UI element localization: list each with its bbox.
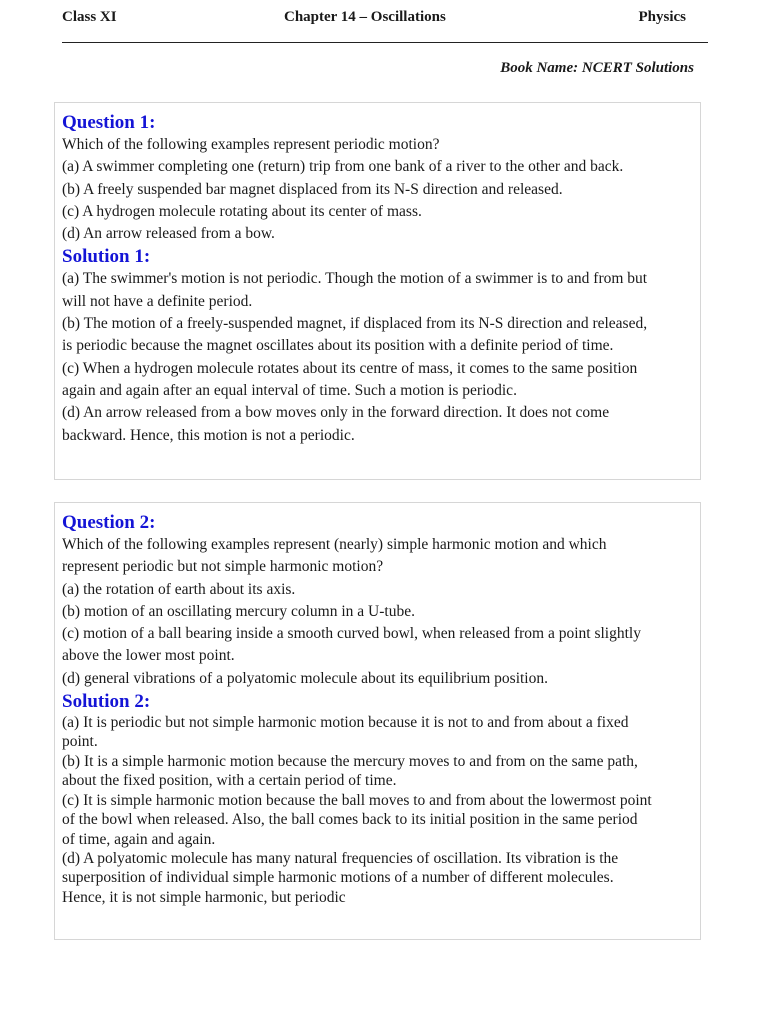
question-line: (c) A hydrogen molecule rotating about its center of mass. [62, 202, 422, 220]
question-1-text [62, 134, 693, 245]
solution-line: (b) The motion of a freely-suspended magnet, if displaced from its N-S direction and released, [62, 315, 648, 333]
question-line: (d) general vibrations of a polyatomic molecule about its equilibrium position. [62, 669, 548, 687]
solution-line: (a) The swimmer's motion is not periodic. Though the motion of a swimmer is to and from but [62, 270, 648, 288]
solution-line: (d) A polyatomic molecule has many natural frequencies of oscillation. Its vibration is the [62, 849, 619, 867]
question-card-2 [54, 502, 701, 940]
question-line: (b) motion of an oscillating mercury column in a U-tube. [62, 602, 415, 620]
question-2-text [62, 534, 693, 690]
solution-line: is periodic because the magnet oscillates about its position with a definite period of time. [62, 337, 614, 355]
question-line: (a) the rotation of earth about its axis. [62, 580, 296, 598]
solution-line: (b) It is a simple harmonic motion because the mercury moves to and from on the same path, [62, 752, 638, 770]
page-header [62, 9, 712, 29]
solution-line: (a) It is periodic but not simple harmonic motion because it is not to and from about a fixed [62, 714, 629, 732]
subject-label: Physics [638, 9, 686, 25]
question-1-title: Question 1: [62, 112, 156, 133]
solution-line: of the bowl when released. Also, the ball comes back to its initial position in the same period [62, 811, 638, 829]
solution-line: point. [62, 733, 98, 751]
solution-1-text [62, 268, 693, 446]
question-line: (b) A freely suspended bar magnet displaced from its N-S direction and released. [62, 180, 563, 198]
solution-line: will not have a definite period. [62, 292, 253, 310]
question-line: Which of the following examples represent periodic motion? [62, 136, 440, 153]
chapter-title: Chapter 14 – Oscillations [284, 9, 446, 25]
class-label: Class XI [62, 9, 117, 25]
solution-2-text [62, 713, 693, 907]
question-line: (d) An arrow released from a bow. [62, 225, 275, 243]
solution-line: (c) When a hydrogen molecule rotates about its centre of mass, it comes to the same position [62, 359, 638, 377]
solution-line: of time, again and again. [62, 830, 216, 848]
solution-line: backward. Hence, this motion is not a periodic. [62, 426, 355, 444]
question-line: Which of the following examples represent (nearly) simple harmonic motion and which [62, 536, 607, 553]
question-card-1 [54, 102, 701, 480]
solution-line: again and again after an equal interval of time. Such a motion is periodic. [62, 381, 517, 399]
book-name: Book Name: NCERT Solutions [500, 60, 694, 76]
question-2-title: Question 2: [62, 512, 156, 533]
solution-line: (d) An arrow released from a bow moves only in the forward direction. It does not come [62, 404, 610, 422]
solution-2-title: Solution 2: [62, 691, 151, 713]
solution-1-title: Solution 1: [62, 246, 151, 268]
solution-line: Hence, it is not simple harmonic, but periodic [62, 888, 346, 906]
question-line: represent periodic but not simple harmonic motion? [62, 558, 384, 576]
question-line: (a) A swimmer completing one (return) trip from one bank of a river to the other and back. [62, 158, 624, 176]
header-divider [62, 42, 708, 43]
solution-line: (c) It is simple harmonic motion because the ball moves to and from about the lowermost point [62, 791, 652, 809]
question-line: (c) motion of a ball bearing inside a smooth curved bowl, when released from a point slightly [62, 625, 641, 643]
solution-line: about the fixed position, with a certain period of time. [62, 772, 397, 790]
solution-line: superposition of individual simple harmonic motions of a number of different molecules. [62, 869, 614, 887]
question-line: above the lower most point. [62, 647, 235, 665]
